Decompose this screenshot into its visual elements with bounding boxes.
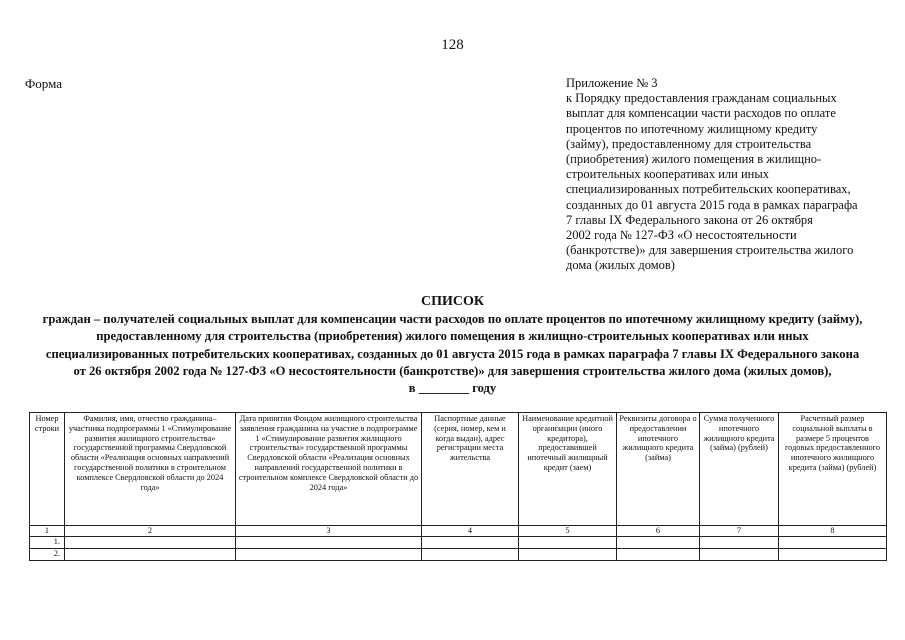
table-cell [236,549,422,561]
table-cell [700,549,779,561]
document-title: СПИСОК [420,294,485,309]
header-cell: Дата принятия Фондом жилищного строительства заявления гражданина на участие в подпрограмме 1 «Стимулирование развития жилищного строительства» государственной программы Свердловской области «Реализация основных направлений государственной политики в строительном комплексе Свердловской области до 2024 года» [236,413,422,526]
subtitle-line: от 26 октября 2002 года № 127-ФЗ «О несостоятельности (банкротстве)» для завершения строительства жилого дома (жилых домов), [73,363,832,378]
appendix-line: дома (жилых домов) [566,258,675,273]
subtitle-line: предоставленному для строительства (приобретения) жилого помещения в жилищно-строительных кооперативах или иных [96,329,809,344]
table-cell [779,537,887,549]
page-number: 128 [441,37,464,53]
appendix-line: строительных кооперативах или иных [566,167,769,182]
table-cell [519,549,617,561]
column-number-cell: 3 [236,526,422,537]
appendix-line: процентов по ипотечному жилищному кредиту [566,121,818,136]
table-cell [65,537,236,549]
header-cell: Паспортные данные (серия, номер, кем и когда выдан), адрес регистрации места жительства [422,413,519,526]
column-number-cell: 5 [519,526,617,537]
row-number-cell: 2. [30,549,65,561]
document-subtitle [10,311,895,397]
column-number-row [30,526,887,537]
column-number-cell: 6 [617,526,700,537]
table-cell [422,549,519,561]
column-number-cell: 2 [65,526,236,537]
form-label: Форма [25,76,62,91]
table-cell [519,537,617,549]
table-cell [617,549,700,561]
table-cell [700,537,779,549]
subtitle-line: в ________ году [408,381,497,396]
table-cell [779,549,887,561]
row-number-cell: 1. [30,537,65,549]
appendix-line: созданных до 01 августа 2015 года в рамках параграфа [566,197,858,212]
table-cell [617,537,700,549]
appendix-line: Приложение № 3 [566,76,658,90]
appendix-block [566,76,884,274]
appendix-line: 2002 года № 127-ФЗ «О несостоятельности [566,228,797,243]
table-cell [236,537,422,549]
column-number-cell: 8 [779,526,887,537]
table-header-row [30,413,887,526]
column-number-cell: 4 [422,526,519,537]
header-cell: Фамилия, имя, отчество гражданина– участника подпрограммы 1 «Стимулирование развития жилищного строительства» государственной программы Свердловской области «Реализация основных направлений государственной политики в строительном комплексе Свердловской области до 2024 года» [65,413,236,526]
header-cell: Номер строки [30,413,65,526]
subtitle-line: граждан – получателей социальных выплат для компенсации части расходов по оплате процентов по ипотечному жилищному кредиту (займу), [42,312,863,326]
header-cell: Сумма полученного ипотечного жилищного кредита (займа) (рублей) [700,413,779,526]
table-cell [422,537,519,549]
header-cell: Расчетный размер социальной выплаты в размере 5 процентов годовых предоставленного ипотечного жилищного кредита (займа) (рублей) [779,413,887,526]
header-cell: Реквизиты договора о предоставлении ипотечного жилищного кредита (займа) [617,413,700,526]
header-cell: Наименование кредитной организации (иного кредитора), предоставившей ипотечный жилищный кредит (заем) [519,413,617,526]
appendix-line: 7 главы IX Федерального закона от 26 октября [566,212,813,227]
appendix-line: специализированных потребительских кооперативах, [566,182,851,197]
table-row [30,537,887,549]
appendix-line: к Порядку предоставления гражданам социальных [566,91,837,106]
column-number-cell: 7 [700,526,779,537]
appendix-line: (приобретения) жилого помещения в жилищно- [566,152,822,167]
appendix-line: (займу), предоставленному для строительства [566,136,812,151]
appendix-line: (банкротстве)» для завершения строительства жилого [566,243,854,258]
appendix-line: выплат для компенсации части расходов по оплате [566,106,836,121]
table-row [30,549,887,561]
subtitle-line: специализированных потребительских кооперативах, созданных до 01 августа 2015 года в рамках параграфа 7 главы IX Федерального закона [45,346,860,361]
column-number-cell: 1 [30,526,65,537]
table-cell [65,549,236,561]
recipients-table [29,412,887,561]
